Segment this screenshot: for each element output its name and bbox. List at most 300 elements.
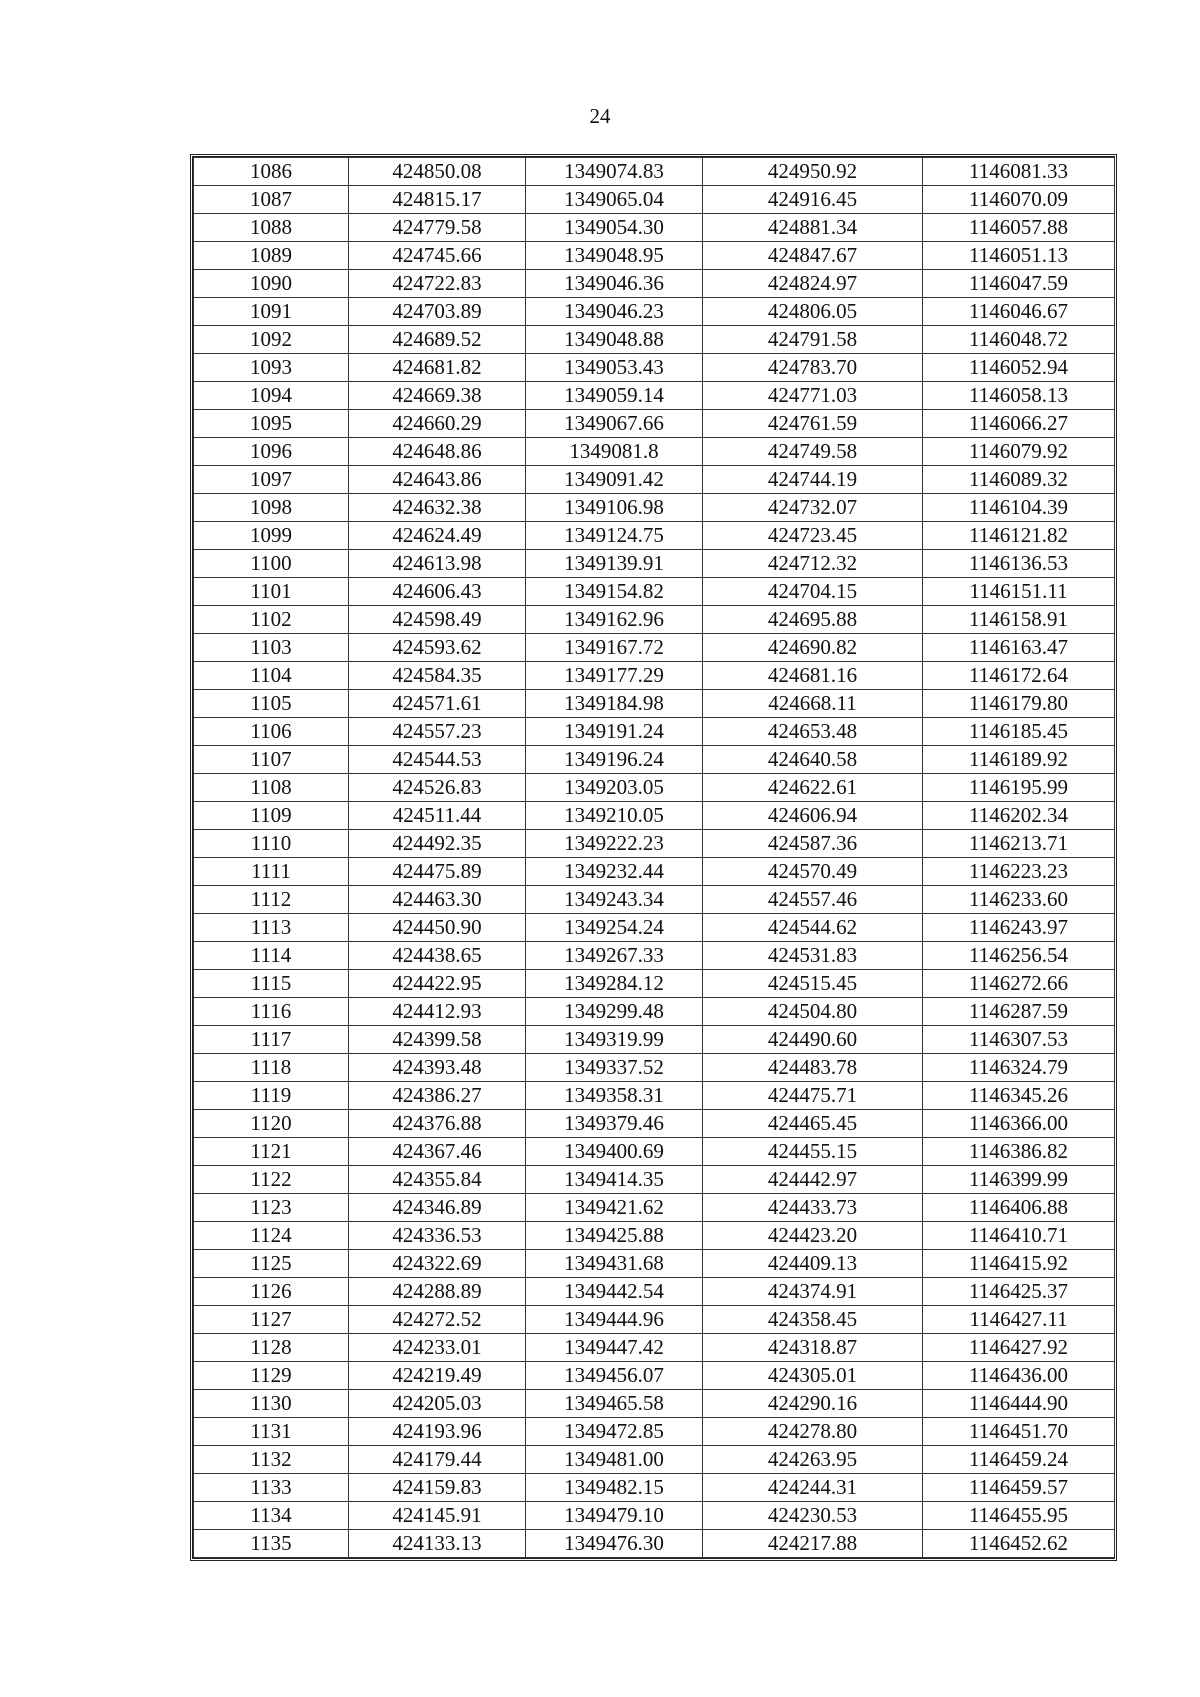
point-number-cell: 1095 <box>194 410 349 438</box>
coord-x1-cell: 424355.84 <box>349 1166 526 1194</box>
coord-x2-cell: 424305.01 <box>703 1362 923 1390</box>
coord-y1-cell: 1349414.35 <box>526 1166 703 1194</box>
coord-y2-cell: 1146213.71 <box>923 830 1115 858</box>
table-row <box>194 1110 1115 1138</box>
point-number-cell: 1134 <box>194 1502 349 1530</box>
coord-x1-cell: 424336.53 <box>349 1222 526 1250</box>
coord-y2-cell: 1146066.27 <box>923 410 1115 438</box>
point-number-cell: 1112 <box>194 886 349 914</box>
coord-x2-cell: 424490.60 <box>703 1026 923 1054</box>
coord-y1-cell: 1349425.88 <box>526 1222 703 1250</box>
coord-x1-cell: 424598.49 <box>349 606 526 634</box>
table-row <box>194 298 1115 326</box>
coord-x1-cell: 424463.30 <box>349 886 526 914</box>
coord-y1-cell: 1349479.10 <box>526 1502 703 1530</box>
coord-x2-cell: 424409.13 <box>703 1250 923 1278</box>
coord-y2-cell: 1146233.60 <box>923 886 1115 914</box>
coord-x1-cell: 424544.53 <box>349 746 526 774</box>
coord-y2-cell: 1146136.53 <box>923 550 1115 578</box>
coord-x1-cell: 424272.52 <box>349 1306 526 1334</box>
coord-x1-cell: 424386.27 <box>349 1082 526 1110</box>
coord-y2-cell: 1146427.92 <box>923 1334 1115 1362</box>
coord-y2-cell: 1146189.92 <box>923 746 1115 774</box>
point-number-cell: 1128 <box>194 1334 349 1362</box>
coord-y2-cell: 1146195.99 <box>923 774 1115 802</box>
table-row <box>194 634 1115 662</box>
coord-y1-cell: 1349210.05 <box>526 802 703 830</box>
point-number-cell: 1086 <box>194 158 349 186</box>
coord-x2-cell: 424278.80 <box>703 1418 923 1446</box>
point-number-cell: 1092 <box>194 326 349 354</box>
coord-x2-cell: 424881.34 <box>703 214 923 242</box>
table-row <box>194 550 1115 578</box>
coord-y1-cell: 1349482.15 <box>526 1474 703 1502</box>
coord-x1-cell: 424613.98 <box>349 550 526 578</box>
coord-x2-cell: 424483.78 <box>703 1054 923 1082</box>
coord-y1-cell: 1349232.44 <box>526 858 703 886</box>
coord-y2-cell: 1146070.09 <box>923 186 1115 214</box>
table-row <box>194 998 1115 1026</box>
point-number-cell: 1129 <box>194 1362 349 1390</box>
coord-x1-cell: 424475.89 <box>349 858 526 886</box>
coord-y2-cell: 1146287.59 <box>923 998 1115 1026</box>
coord-y2-cell: 1146172.64 <box>923 662 1115 690</box>
coord-x1-cell: 424492.35 <box>349 830 526 858</box>
coord-x1-cell: 424322.69 <box>349 1250 526 1278</box>
coord-y2-cell: 1146243.97 <box>923 914 1115 942</box>
table-row <box>194 802 1115 830</box>
point-number-cell: 1099 <box>194 522 349 550</box>
coord-y1-cell: 1349472.85 <box>526 1418 703 1446</box>
point-number-cell: 1131 <box>194 1418 349 1446</box>
coord-y2-cell: 1146324.79 <box>923 1054 1115 1082</box>
coord-x1-cell: 424681.82 <box>349 354 526 382</box>
point-number-cell: 1100 <box>194 550 349 578</box>
coord-x2-cell: 424640.58 <box>703 746 923 774</box>
coord-x2-cell: 424791.58 <box>703 326 923 354</box>
coord-y1-cell: 1349184.98 <box>526 690 703 718</box>
coordinate-table <box>193 157 1115 1558</box>
coord-x2-cell: 424723.45 <box>703 522 923 550</box>
coord-x2-cell: 424749.58 <box>703 438 923 466</box>
coord-y1-cell: 1349319.99 <box>526 1026 703 1054</box>
coord-x2-cell: 424712.32 <box>703 550 923 578</box>
table-row <box>194 1278 1115 1306</box>
coord-x1-cell: 424606.43 <box>349 578 526 606</box>
point-number-cell: 1133 <box>194 1474 349 1502</box>
coord-y2-cell: 1146202.34 <box>923 802 1115 830</box>
coord-x2-cell: 424622.61 <box>703 774 923 802</box>
coord-x1-cell: 424689.52 <box>349 326 526 354</box>
coord-y2-cell: 1146436.00 <box>923 1362 1115 1390</box>
coord-y1-cell: 1349442.54 <box>526 1278 703 1306</box>
coord-y1-cell: 1349196.24 <box>526 746 703 774</box>
coord-x2-cell: 424515.45 <box>703 970 923 998</box>
coord-y1-cell: 1349379.46 <box>526 1110 703 1138</box>
coord-y2-cell: 1146256.54 <box>923 942 1115 970</box>
coord-x2-cell: 424290.16 <box>703 1390 923 1418</box>
coord-x2-cell: 424783.70 <box>703 354 923 382</box>
table-row <box>194 970 1115 998</box>
point-number-cell: 1096 <box>194 438 349 466</box>
coord-y1-cell: 1349284.12 <box>526 970 703 998</box>
coord-y2-cell: 1146079.92 <box>923 438 1115 466</box>
coord-y1-cell: 1349476.30 <box>526 1530 703 1558</box>
coord-x1-cell: 424557.23 <box>349 718 526 746</box>
coord-y1-cell: 1349177.29 <box>526 662 703 690</box>
coord-x2-cell: 424690.82 <box>703 634 923 662</box>
coord-x2-cell: 424695.88 <box>703 606 923 634</box>
point-number-cell: 1122 <box>194 1166 349 1194</box>
table-row <box>194 858 1115 886</box>
table-row <box>194 578 1115 606</box>
point-number-cell: 1090 <box>194 270 349 298</box>
coord-y2-cell: 1146459.57 <box>923 1474 1115 1502</box>
coord-y1-cell: 1349162.96 <box>526 606 703 634</box>
coord-x2-cell: 424606.94 <box>703 802 923 830</box>
table-row <box>194 1026 1115 1054</box>
coord-y1-cell: 1349254.24 <box>526 914 703 942</box>
coord-y2-cell: 1146399.99 <box>923 1166 1115 1194</box>
coord-y1-cell: 1349106.98 <box>526 494 703 522</box>
coord-x2-cell: 424587.36 <box>703 830 923 858</box>
coord-y1-cell: 1349053.43 <box>526 354 703 382</box>
point-number-cell: 1089 <box>194 242 349 270</box>
point-number-cell: 1101 <box>194 578 349 606</box>
coord-x2-cell: 424423.20 <box>703 1222 923 1250</box>
coord-x2-cell: 424557.46 <box>703 886 923 914</box>
coord-y1-cell: 1349067.66 <box>526 410 703 438</box>
coord-y1-cell: 1349046.23 <box>526 298 703 326</box>
coord-y1-cell: 1349059.14 <box>526 382 703 410</box>
coord-y2-cell: 1146452.62 <box>923 1530 1115 1558</box>
coord-x1-cell: 424648.86 <box>349 438 526 466</box>
coord-x2-cell: 424806.05 <box>703 298 923 326</box>
point-number-cell: 1113 <box>194 914 349 942</box>
coord-y1-cell: 1349139.91 <box>526 550 703 578</box>
table-row <box>194 1138 1115 1166</box>
coord-y1-cell: 1349337.52 <box>526 1054 703 1082</box>
table-row <box>194 186 1115 214</box>
table-row <box>194 1306 1115 1334</box>
coord-y2-cell: 1146223.23 <box>923 858 1115 886</box>
point-number-cell: 1132 <box>194 1446 349 1474</box>
coord-y2-cell: 1146047.59 <box>923 270 1115 298</box>
point-number-cell: 1088 <box>194 214 349 242</box>
point-number-cell: 1120 <box>194 1110 349 1138</box>
coord-x1-cell: 424511.44 <box>349 802 526 830</box>
coord-y2-cell: 1146179.80 <box>923 690 1115 718</box>
point-number-cell: 1124 <box>194 1222 349 1250</box>
coord-y1-cell: 1349431.68 <box>526 1250 703 1278</box>
coord-y2-cell: 1146046.67 <box>923 298 1115 326</box>
coord-x1-cell: 424393.48 <box>349 1054 526 1082</box>
coord-x2-cell: 424217.88 <box>703 1530 923 1558</box>
coord-y1-cell: 1349222.23 <box>526 830 703 858</box>
coord-y2-cell: 1146345.26 <box>923 1082 1115 1110</box>
table-row <box>194 270 1115 298</box>
point-number-cell: 1127 <box>194 1306 349 1334</box>
table-row <box>194 466 1115 494</box>
coord-y2-cell: 1146451.70 <box>923 1418 1115 1446</box>
coord-x1-cell: 424584.35 <box>349 662 526 690</box>
coord-x2-cell: 424847.67 <box>703 242 923 270</box>
point-number-cell: 1098 <box>194 494 349 522</box>
point-number-cell: 1094 <box>194 382 349 410</box>
coord-y2-cell: 1146427.11 <box>923 1306 1115 1334</box>
table-row <box>194 606 1115 634</box>
point-number-cell: 1103 <box>194 634 349 662</box>
table-row <box>194 214 1115 242</box>
coord-y1-cell: 1349154.82 <box>526 578 703 606</box>
coord-x1-cell: 424288.89 <box>349 1278 526 1306</box>
coord-y1-cell: 1349267.33 <box>526 942 703 970</box>
coord-y2-cell: 1146410.71 <box>923 1222 1115 1250</box>
coord-x2-cell: 424465.45 <box>703 1110 923 1138</box>
coord-y2-cell: 1146057.88 <box>923 214 1115 242</box>
coord-x1-cell: 424722.83 <box>349 270 526 298</box>
coord-y1-cell: 1349065.04 <box>526 186 703 214</box>
table-row <box>194 1390 1115 1418</box>
coord-x2-cell: 424475.71 <box>703 1082 923 1110</box>
table-row <box>194 1446 1115 1474</box>
coord-y1-cell: 1349465.58 <box>526 1390 703 1418</box>
point-number-cell: 1125 <box>194 1250 349 1278</box>
coord-x2-cell: 424668.11 <box>703 690 923 718</box>
table-row <box>194 746 1115 774</box>
table-row <box>194 1054 1115 1082</box>
coordinate-table-frame <box>190 154 1117 1561</box>
table-row <box>194 1530 1115 1558</box>
coord-x2-cell: 424318.87 <box>703 1334 923 1362</box>
coord-y2-cell: 1146455.95 <box>923 1502 1115 1530</box>
coord-y2-cell: 1146185.45 <box>923 718 1115 746</box>
table-row <box>194 830 1115 858</box>
coord-x1-cell: 424422.95 <box>349 970 526 998</box>
table-row <box>194 242 1115 270</box>
coord-x1-cell: 424346.89 <box>349 1194 526 1222</box>
coord-x2-cell: 424681.16 <box>703 662 923 690</box>
coord-y2-cell: 1146052.94 <box>923 354 1115 382</box>
table-row <box>194 522 1115 550</box>
coord-x1-cell: 424669.38 <box>349 382 526 410</box>
coord-y1-cell: 1349081.8 <box>526 438 703 466</box>
table-row <box>194 438 1115 466</box>
coord-x2-cell: 424761.59 <box>703 410 923 438</box>
point-number-cell: 1110 <box>194 830 349 858</box>
coord-y2-cell: 1146089.32 <box>923 466 1115 494</box>
coord-x1-cell: 424233.01 <box>349 1334 526 1362</box>
coord-x1-cell: 424133.13 <box>349 1530 526 1558</box>
table-row <box>194 1222 1115 1250</box>
table-row <box>194 774 1115 802</box>
point-number-cell: 1121 <box>194 1138 349 1166</box>
table-row <box>194 886 1115 914</box>
coord-y2-cell: 1146121.82 <box>923 522 1115 550</box>
coord-y2-cell: 1146415.92 <box>923 1250 1115 1278</box>
point-number-cell: 1118 <box>194 1054 349 1082</box>
table-row <box>194 942 1115 970</box>
coord-y2-cell: 1146366.00 <box>923 1110 1115 1138</box>
coord-y1-cell: 1349243.34 <box>526 886 703 914</box>
coord-x1-cell: 424159.83 <box>349 1474 526 1502</box>
coord-y1-cell: 1349421.62 <box>526 1194 703 1222</box>
coord-x2-cell: 424824.97 <box>703 270 923 298</box>
coord-x1-cell: 424703.89 <box>349 298 526 326</box>
point-number-cell: 1111 <box>194 858 349 886</box>
table-row <box>194 914 1115 942</box>
point-number-cell: 1102 <box>194 606 349 634</box>
coord-y1-cell: 1349054.30 <box>526 214 703 242</box>
coord-y2-cell: 1146307.53 <box>923 1026 1115 1054</box>
coord-y2-cell: 1146406.88 <box>923 1194 1115 1222</box>
point-number-cell: 1093 <box>194 354 349 382</box>
coord-x1-cell: 424526.83 <box>349 774 526 802</box>
coord-x1-cell: 424745.66 <box>349 242 526 270</box>
coord-y1-cell: 1349046.36 <box>526 270 703 298</box>
coord-x1-cell: 424624.49 <box>349 522 526 550</box>
coord-y2-cell: 1146151.11 <box>923 578 1115 606</box>
point-number-cell: 1130 <box>194 1390 349 1418</box>
coord-y1-cell: 1349400.69 <box>526 1138 703 1166</box>
coord-x1-cell: 424643.86 <box>349 466 526 494</box>
coord-x2-cell: 424544.62 <box>703 914 923 942</box>
coord-y2-cell: 1146163.47 <box>923 634 1115 662</box>
coordinate-table-body <box>194 158 1115 1558</box>
coord-y1-cell: 1349124.75 <box>526 522 703 550</box>
coord-x1-cell: 424367.46 <box>349 1138 526 1166</box>
coord-y2-cell: 1146058.13 <box>923 382 1115 410</box>
table-row <box>194 354 1115 382</box>
coord-y2-cell: 1146104.39 <box>923 494 1115 522</box>
coord-y2-cell: 1146048.72 <box>923 326 1115 354</box>
coord-x1-cell: 424593.62 <box>349 634 526 662</box>
table-row <box>194 1418 1115 1446</box>
coord-x1-cell: 424399.58 <box>349 1026 526 1054</box>
table-row <box>194 1334 1115 1362</box>
point-number-cell: 1104 <box>194 662 349 690</box>
coord-y2-cell: 1146081.33 <box>923 158 1115 186</box>
coord-x2-cell: 424531.83 <box>703 942 923 970</box>
table-row <box>194 662 1115 690</box>
table-row <box>194 326 1115 354</box>
coord-x1-cell: 424193.96 <box>349 1418 526 1446</box>
coord-x1-cell: 424779.58 <box>349 214 526 242</box>
table-row <box>194 690 1115 718</box>
coord-y1-cell: 1349048.95 <box>526 242 703 270</box>
coord-y1-cell: 1349203.05 <box>526 774 703 802</box>
table-row <box>194 410 1115 438</box>
coord-y2-cell: 1146386.82 <box>923 1138 1115 1166</box>
point-number-cell: 1114 <box>194 942 349 970</box>
point-number-cell: 1087 <box>194 186 349 214</box>
coord-x1-cell: 424179.44 <box>349 1446 526 1474</box>
coord-x1-cell: 424660.29 <box>349 410 526 438</box>
coord-y1-cell: 1349456.07 <box>526 1362 703 1390</box>
coord-x2-cell: 424916.45 <box>703 186 923 214</box>
coord-y1-cell: 1349048.88 <box>526 326 703 354</box>
coord-y1-cell: 1349191.24 <box>526 718 703 746</box>
coord-x1-cell: 424815.17 <box>349 186 526 214</box>
coord-x2-cell: 424653.48 <box>703 718 923 746</box>
coord-y1-cell: 1349444.96 <box>526 1306 703 1334</box>
coord-x1-cell: 424145.91 <box>349 1502 526 1530</box>
coord-y2-cell: 1146272.66 <box>923 970 1115 998</box>
coord-x2-cell: 424358.45 <box>703 1306 923 1334</box>
coord-x2-cell: 424744.19 <box>703 466 923 494</box>
coord-y1-cell: 1349447.42 <box>526 1334 703 1362</box>
coord-x2-cell: 424570.49 <box>703 858 923 886</box>
coord-x1-cell: 424376.88 <box>349 1110 526 1138</box>
coord-x2-cell: 424732.07 <box>703 494 923 522</box>
coord-x2-cell: 424504.80 <box>703 998 923 1026</box>
coord-x2-cell: 424263.95 <box>703 1446 923 1474</box>
coord-x1-cell: 424850.08 <box>349 158 526 186</box>
point-number-cell: 1108 <box>194 774 349 802</box>
coord-y1-cell: 1349091.42 <box>526 466 703 494</box>
table-row <box>194 718 1115 746</box>
point-number-cell: 1109 <box>194 802 349 830</box>
coord-x1-cell: 424450.90 <box>349 914 526 942</box>
table-row <box>194 1194 1115 1222</box>
point-number-cell: 1119 <box>194 1082 349 1110</box>
coord-x2-cell: 424455.15 <box>703 1138 923 1166</box>
coord-y2-cell: 1146459.24 <box>923 1446 1115 1474</box>
table-row <box>194 1474 1115 1502</box>
table-row <box>194 382 1115 410</box>
coord-x1-cell: 424571.61 <box>349 690 526 718</box>
coord-y1-cell: 1349481.00 <box>526 1446 703 1474</box>
coord-x1-cell: 424205.03 <box>349 1390 526 1418</box>
coord-x1-cell: 424412.93 <box>349 998 526 1026</box>
page-number: 24 <box>589 104 611 128</box>
point-number-cell: 1126 <box>194 1278 349 1306</box>
table-row <box>194 1166 1115 1194</box>
coord-x2-cell: 424771.03 <box>703 382 923 410</box>
table-row <box>194 1250 1115 1278</box>
coord-x2-cell: 424230.53 <box>703 1502 923 1530</box>
point-number-cell: 1097 <box>194 466 349 494</box>
coord-x2-cell: 424704.15 <box>703 578 923 606</box>
coord-x2-cell: 424244.31 <box>703 1474 923 1502</box>
table-row <box>194 158 1115 186</box>
point-number-cell: 1117 <box>194 1026 349 1054</box>
point-number-cell: 1106 <box>194 718 349 746</box>
coord-x1-cell: 424219.49 <box>349 1362 526 1390</box>
coord-x2-cell: 424433.73 <box>703 1194 923 1222</box>
coord-y1-cell: 1349299.48 <box>526 998 703 1026</box>
point-number-cell: 1107 <box>194 746 349 774</box>
point-number-cell: 1116 <box>194 998 349 1026</box>
coord-y1-cell: 1349074.83 <box>526 158 703 186</box>
coord-x1-cell: 424438.65 <box>349 942 526 970</box>
point-number-cell: 1091 <box>194 298 349 326</box>
point-number-cell: 1123 <box>194 1194 349 1222</box>
coord-y1-cell: 1349358.31 <box>526 1082 703 1110</box>
coord-x2-cell: 424374.91 <box>703 1278 923 1306</box>
coord-y2-cell: 1146425.37 <box>923 1278 1115 1306</box>
table-row <box>194 494 1115 522</box>
coord-x2-cell: 424442.97 <box>703 1166 923 1194</box>
table-row <box>194 1362 1115 1390</box>
table-row <box>194 1082 1115 1110</box>
point-number-cell: 1105 <box>194 690 349 718</box>
coord-y2-cell: 1146051.13 <box>923 242 1115 270</box>
coord-x1-cell: 424632.38 <box>349 494 526 522</box>
coord-y1-cell: 1349167.72 <box>526 634 703 662</box>
point-number-cell: 1115 <box>194 970 349 998</box>
coord-y2-cell: 1146444.90 <box>923 1390 1115 1418</box>
